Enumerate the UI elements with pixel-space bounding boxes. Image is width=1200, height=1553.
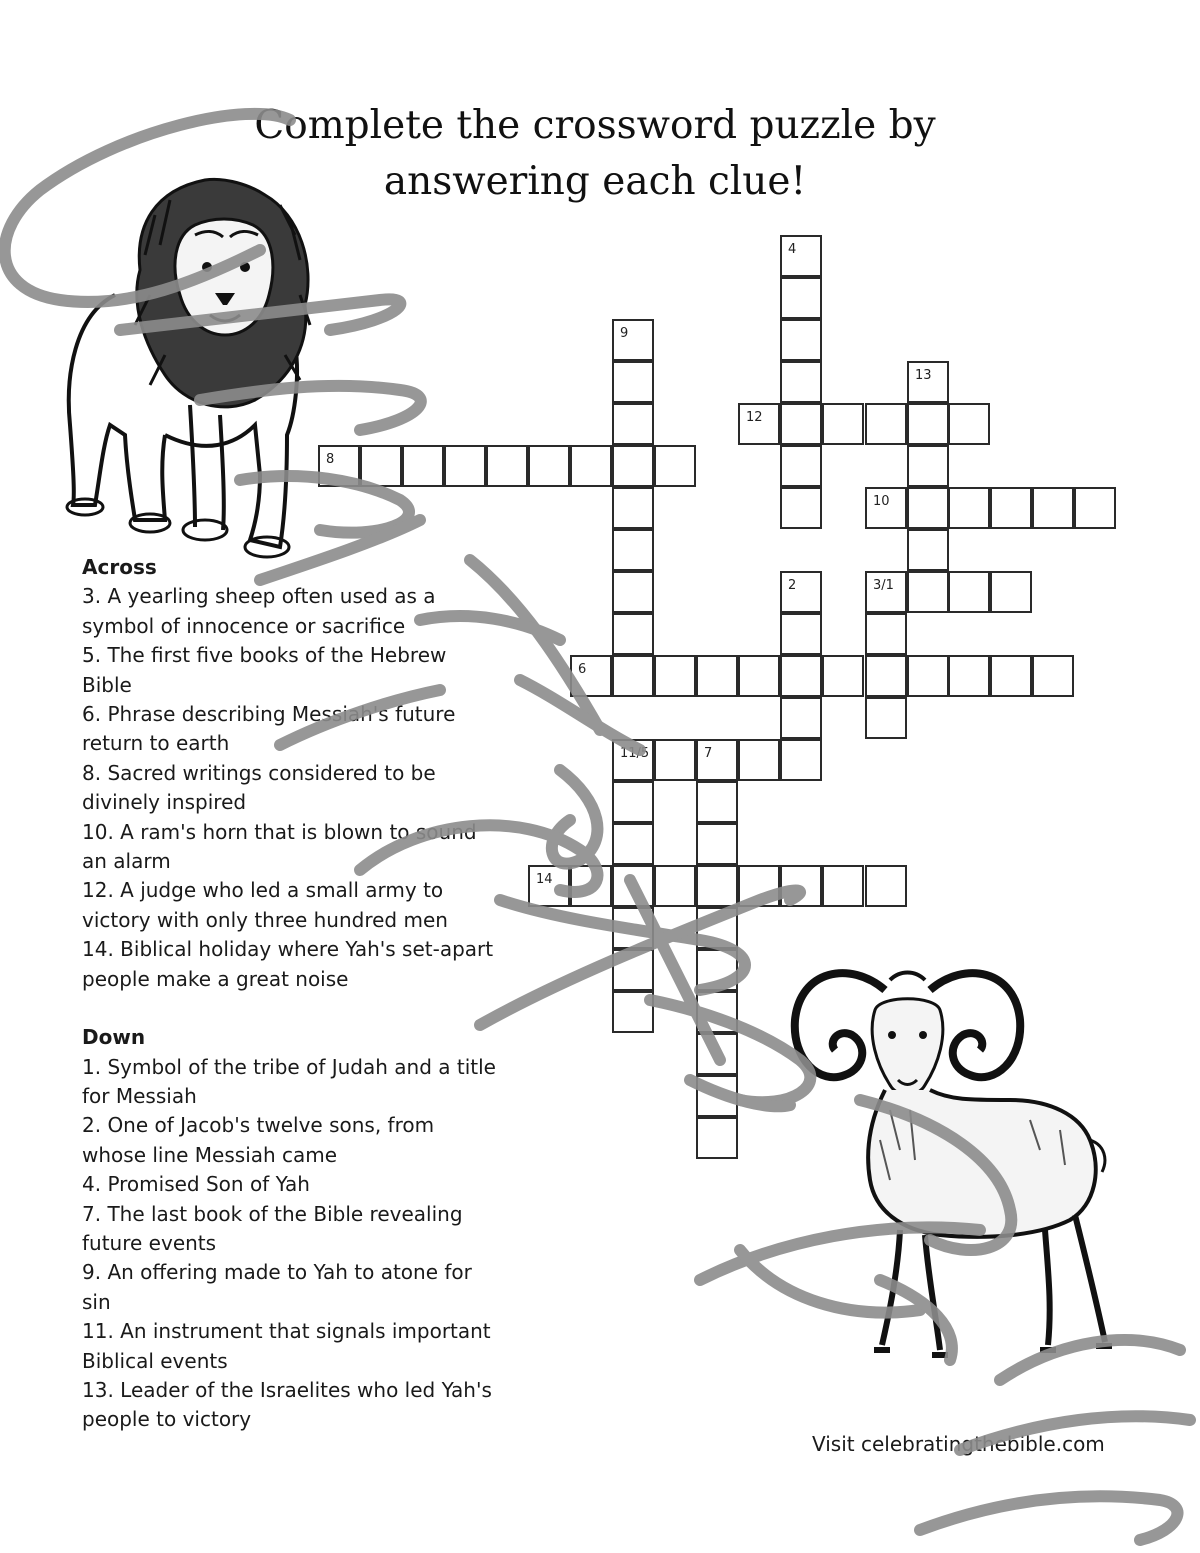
crossword-cell[interactable] — [612, 319, 654, 361]
crossword-cell[interactable] — [696, 1075, 738, 1117]
crossword-cell[interactable] — [612, 781, 654, 823]
crossword-cell[interactable] — [612, 823, 654, 865]
crossword-cell[interactable] — [780, 739, 822, 781]
cell-number: 13 — [915, 368, 932, 383]
cell-number: 8 — [326, 452, 335, 467]
crossword-cell[interactable] — [907, 361, 949, 403]
crossword-cell[interactable] — [780, 697, 822, 739]
crossword-cell[interactable] — [360, 445, 402, 487]
crossword-cell[interactable] — [1032, 655, 1074, 697]
crossword-cell[interactable] — [696, 655, 738, 697]
crossword-cell[interactable] — [528, 865, 570, 907]
crossword-cell[interactable] — [865, 403, 907, 445]
crossword-cell[interactable] — [907, 571, 949, 613]
crossword-cell[interactable] — [612, 613, 654, 655]
crossword-cell[interactable] — [654, 655, 696, 697]
crossword-cell[interactable] — [402, 445, 444, 487]
crossword-cell[interactable] — [612, 571, 654, 613]
crossword-cell[interactable] — [907, 487, 949, 529]
cell-number: 3/1 — [873, 578, 894, 593]
crossword-cell[interactable] — [696, 1033, 738, 1075]
crossword-cell[interactable] — [738, 655, 780, 697]
across-clue: 10. A ram's horn that is blown to sound an alarm — [82, 819, 477, 874]
crossword-cell[interactable] — [1032, 487, 1074, 529]
crossword-cell[interactable] — [907, 403, 949, 445]
crossword-cell[interactable] — [612, 907, 654, 949]
crossword-cell[interactable] — [1074, 487, 1116, 529]
crossword-cell[interactable] — [570, 445, 612, 487]
crossword-cell[interactable] — [948, 655, 990, 697]
crossword-cell[interactable] — [612, 655, 654, 697]
cell-number: 12 — [746, 410, 763, 425]
down-clue: 11. An instrument that signals important Biblical events — [82, 1319, 491, 1373]
cell-number: 11/5 — [620, 746, 650, 761]
crossword-cell[interactable] — [612, 865, 654, 907]
crossword-cell[interactable] — [318, 445, 360, 487]
crossword-cell[interactable] — [907, 529, 949, 571]
across-clue: 3. A yearling sheep often used as a symbol of innocence or sacrifice — [82, 584, 436, 638]
crossword-cell[interactable] — [612, 445, 654, 487]
crossword-cell[interactable] — [612, 739, 654, 781]
crossword-cell[interactable] — [612, 487, 654, 529]
crossword-cell[interactable] — [780, 865, 822, 907]
across-clue: 12. A judge who led a small army to victory with only three hundred men — [82, 878, 448, 932]
crossword-cell[interactable] — [865, 655, 907, 697]
crossword-cell[interactable] — [696, 949, 738, 991]
crossword-cell[interactable] — [948, 571, 990, 613]
cell-number: 7 — [704, 746, 713, 761]
down-clue: 4. Promised Son of Yah — [82, 1172, 310, 1197]
across-clue: 6. Phrase describing Messiah's future return to earth — [82, 702, 456, 756]
crossword-cell[interactable] — [865, 571, 907, 613]
crossword-cell[interactable] — [865, 487, 907, 529]
crossword-cell[interactable] — [486, 445, 528, 487]
crossword-cell[interactable] — [822, 403, 864, 445]
crossword-cell[interactable] — [990, 571, 1032, 613]
crossword-cell[interactable] — [654, 445, 696, 487]
crossword-cell[interactable] — [822, 865, 864, 907]
across-clue: 5. The first five books of the Hebrew Bible — [82, 643, 447, 697]
crossword-cell[interactable] — [612, 529, 654, 571]
crossword-cell[interactable] — [780, 487, 822, 529]
down-clue: 9. An offering made to Yah to atone for sin — [82, 1260, 472, 1314]
across-clue: 14. Biblical holiday where Yah's set-apart people make a great noise — [82, 937, 494, 991]
crossword-cell[interactable] — [654, 865, 696, 907]
crossword-cell[interactable] — [990, 655, 1032, 697]
crossword-cell[interactable] — [696, 991, 738, 1033]
crossword-cell[interactable] — [907, 655, 949, 697]
down-heading: Down — [82, 1025, 146, 1050]
crossword-cell[interactable] — [738, 403, 780, 445]
crossword-cell[interactable] — [738, 865, 780, 907]
crossword-cell[interactable] — [780, 613, 822, 655]
crossword-cell[interactable] — [738, 739, 780, 781]
crossword-cell[interactable] — [780, 235, 822, 277]
down-clue: 7. The last book of the Bible revealing future events — [82, 1201, 463, 1255]
crossword-cell[interactable] — [696, 781, 738, 823]
crossword-cell[interactable] — [654, 739, 696, 781]
down-clue: 2. One of Jacob's twelve sons, from whose line Messiah came — [82, 1113, 435, 1167]
crossword-cell[interactable] — [570, 865, 612, 907]
cell-number: 10 — [873, 494, 890, 509]
cell-number: 14 — [536, 872, 553, 887]
cell-number: 4 — [788, 242, 797, 257]
clue-list — [82, 553, 502, 1435]
across-clue: 8. Sacred writings considered to be divinely inspired — [82, 760, 436, 815]
across-heading: Across — [82, 555, 157, 579]
crossword-cell[interactable] — [696, 1117, 738, 1159]
crossword-cell[interactable] — [780, 319, 822, 361]
cell-number: 6 — [578, 662, 587, 677]
crossword-cell[interactable] — [444, 445, 486, 487]
crossword-cell[interactable] — [612, 361, 654, 403]
crossword-cell[interactable] — [865, 865, 907, 907]
crossword-cell[interactable] — [822, 655, 864, 697]
crossword-cell[interactable] — [780, 655, 822, 697]
crossword-cell[interactable] — [907, 445, 949, 487]
crossword-cell[interactable] — [865, 697, 907, 739]
crossword-cell[interactable] — [780, 571, 822, 613]
cell-number: 2 — [788, 578, 797, 593]
crossword-cell[interactable] — [612, 949, 654, 991]
crossword-cell[interactable] — [948, 403, 990, 445]
crossword-cell[interactable] — [780, 403, 822, 445]
crossword-cell[interactable] — [780, 445, 822, 487]
crossword-cell[interactable] — [696, 739, 738, 781]
crossword-cell[interactable] — [612, 991, 654, 1033]
crossword-cell[interactable] — [696, 823, 738, 865]
website-footer: Visit celebratingthebible.com — [812, 1432, 1105, 1456]
crossword-cell[interactable] — [696, 907, 738, 949]
down-clue: 1. Symbol of the tribe of Judah and a title for Messiah — [82, 1054, 496, 1108]
cell-number: 9 — [620, 326, 629, 341]
crossword-cell[interactable] — [865, 613, 907, 655]
crossword-cell[interactable] — [696, 865, 738, 907]
crossword-cell[interactable] — [528, 445, 570, 487]
crossword-cell[interactable] — [780, 361, 822, 403]
title-line-1: Complete the crossword puzzle by — [254, 103, 936, 148]
crossword-cell[interactable] — [990, 487, 1032, 529]
crossword-cell[interactable] — [612, 403, 654, 445]
title-line-2: answering each clue! — [383, 159, 807, 204]
crossword-cell[interactable] — [570, 655, 612, 697]
crossword-cell[interactable] — [780, 277, 822, 319]
down-clue: 13. Leader of the Israelites who led Yah's people to victory — [82, 1377, 492, 1432]
crossword-cell[interactable] — [948, 487, 990, 529]
